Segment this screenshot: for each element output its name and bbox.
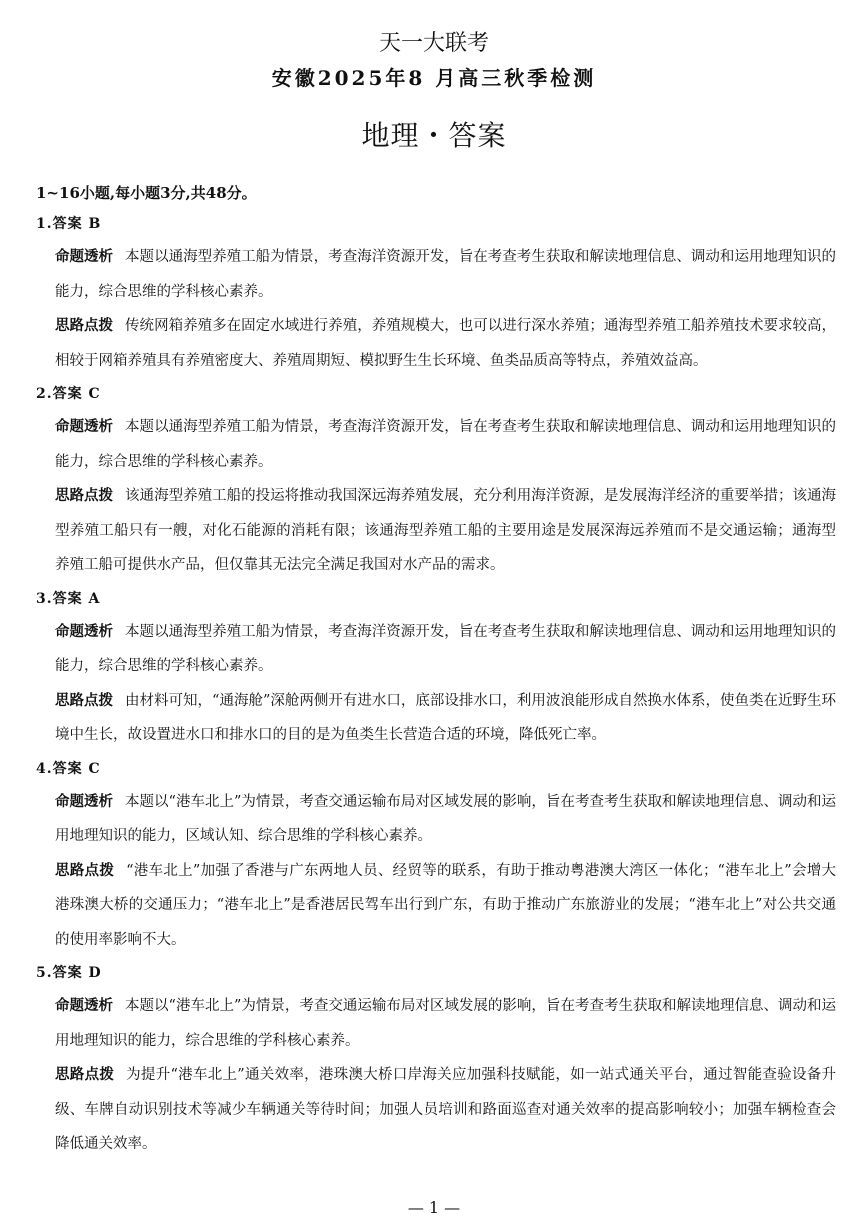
answer-line: 5.答案 D [36, 965, 102, 981]
hint-text: 为提升“港车北上”通关效率，港珠澳大桥口岸海关应加强科技赋能，如一站式通关平台，通过智能查验设备升级、车牌自动识别技术等减少车辆通关等待时间；加强人员培训和路面巡查对通关效率的提高影响较小；加强车辆检查会降低通关效率。 [55, 1067, 837, 1152]
hint-text: “港车北上”加强了香港与广东两地人员、经贸等的联系，有助于推动粤港澳大湾区一体化；“港车北上”会增大港珠澳大桥的交通压力；“港车北上”是香港居民驾车出行到广东，有助于推动广东旅游业的发展；“港车北上”对公共交通的使用率影响不大。 [55, 862, 836, 948]
intent-text: 本题以通海型养殖工船为情景，考查海洋资源开发，旨在考查考生获取和解读地理信息、调动和运用地理知识的能力，综合思维的学科核心素养。 [55, 419, 837, 470]
intent-label: 命题透析 [55, 622, 114, 640]
answer-line: 1.答案 B [36, 216, 102, 232]
intent-paragraph [36, 615, 836, 684]
question-2 [36, 378, 836, 583]
hint-paragraph [36, 854, 836, 958]
answer-line: 4.答案 C [36, 760, 101, 777]
hint-label: 思路点拨 [55, 861, 115, 879]
intent-paragraph [36, 989, 836, 1058]
intent-text: 本题以通海型养殖工船为情景，考查海洋资源开发，旨在考查考生获取和解读地理信息、调动和运用地理知识的能力，综合思维的学科核心素养。 [55, 249, 837, 300]
question-3 [36, 583, 836, 753]
section-intro: 1~16小题,每小题3分,共48分。 [36, 184, 257, 202]
intent-text: 本题以“港车北上”为情景，考查交通运输布局对区域发展的影响，旨在考查考生获取和解读地理信息、调动和运用地理知识的能力，综合思维的学科核心素养。 [55, 998, 836, 1049]
hint-label: 思路点拨 [55, 487, 114, 504]
answer-line: 2.答案 C [36, 386, 101, 402]
page-number: — 1 — [407, 1198, 461, 1217]
org-title: 天一大联考 [378, 31, 489, 56]
hint-paragraph [36, 684, 836, 753]
hint-label: 思路点拨 [55, 691, 114, 709]
intent-label: 命题透析 [55, 248, 114, 265]
intent-text: 本题以“港车北上”为情景，考查交通运输布局对区域发展的影响，旨在考查考生获取和解读地理信息、调动和运用地理知识的能力，区域认知、综合思维的学科核心素养。 [55, 793, 836, 844]
answer-content [36, 178, 836, 1162]
hint-text: 传统网箱养殖多在固定水域进行养殖，养殖规模大，也可以进行深水养殖；通海型养殖工船养殖技术要求较高，相较于网箱养殖具有养殖密度大、养殖周期短、模拟野生生长环境、鱼类品质高等特点，养殖效益高。 [55, 318, 837, 369]
intent-label: 命题透析 [55, 997, 114, 1014]
hint-paragraph [36, 479, 836, 583]
hint-paragraph [36, 309, 836, 378]
intent-paragraph [36, 785, 836, 854]
hint-text: 由材料可知，“通海舱”深舱两侧开有进水口，底部设排水口，利用波浪能形成自然换水体系，使鱼类在近野生环境中生长，故设置进水口和排水口的目的是为鱼类生长营造合适的环境，降低死亡率。 [55, 692, 836, 743]
hint-label: 思路点拨 [55, 317, 114, 334]
intent-label: 命题透析 [55, 418, 114, 435]
question-4 [36, 753, 836, 958]
hint-label: 思路点拨 [55, 1066, 115, 1083]
answer-line: 3.答案 A [36, 590, 101, 607]
question-1 [36, 208, 836, 378]
intent-text: 本题以通海型养殖工船为情景，考查海洋资源开发，旨在考查考生获取和解读地理信息、调动和运用地理知识的能力，综合思维的学科核心素养。 [55, 623, 837, 674]
intent-paragraph [36, 410, 836, 479]
subject-title: 地理・答案 [361, 119, 507, 152]
hint-paragraph [36, 1058, 836, 1162]
intent-label: 命题透析 [55, 792, 114, 810]
hint-text: 该通海型养殖工船的投运将推动我国深远海养殖发展，充分利用海洋资源，是发展海洋经济的重要举措；该通海型养殖工船只有一艘，对化石能源的消耗有限；该通海型养殖工船的主要用途是发展深海远养殖而不是交通运输；通海型养殖工船可提供水产品，但仅靠其无法完全满足我国对水产品的需求。 [55, 488, 837, 573]
intent-paragraph [36, 240, 836, 309]
exam-title: 安徽2025年8 月高三秋季检测 [271, 66, 597, 90]
question-5 [36, 957, 836, 1162]
